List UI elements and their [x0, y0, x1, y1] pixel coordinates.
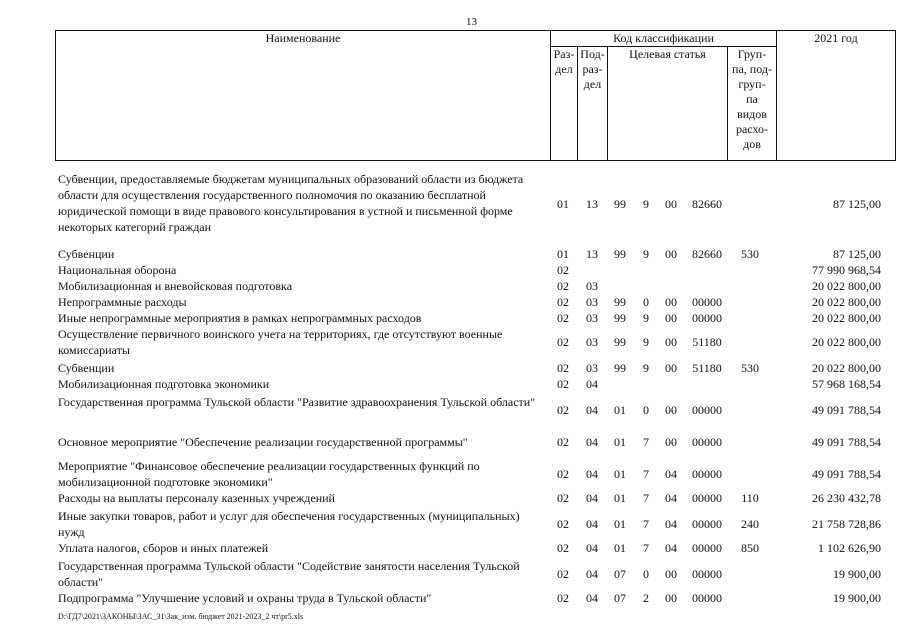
cell-t4: 00000: [692, 591, 722, 605]
cell-t2: 2: [643, 591, 649, 605]
cell-sum: 49 091 788,54: [812, 467, 881, 481]
cell-razdel: 02: [557, 435, 569, 449]
cell-razdel: 01: [557, 197, 569, 211]
cell-t2: 9: [643, 197, 649, 211]
cell-t3: 04: [665, 467, 677, 481]
cell-t3: 00: [665, 361, 677, 375]
cell-sum: 20 022 800,00: [812, 361, 881, 375]
header-razdel: Раз- дел: [551, 47, 578, 161]
cell-t2: 7: [643, 435, 649, 449]
header-name: Наименование: [56, 31, 551, 161]
cell-t2: 0: [643, 403, 649, 417]
cell-group: 850: [741, 541, 759, 555]
cell-t3: 00: [665, 247, 677, 261]
cell-t1: 01: [614, 403, 626, 417]
cell-podrazdel: 04: [586, 517, 598, 531]
cell-razdel: 02: [557, 517, 569, 531]
header-year: 2021 год: [777, 31, 896, 161]
cell-sum: 21 758 728,86: [812, 517, 881, 531]
row-name: Иные непрограммные мероприятия в рамках непрограммных расходов: [58, 311, 422, 325]
table-header: [55, 30, 896, 161]
cell-razdel: 02: [557, 335, 569, 349]
cell-podrazdel: 04: [586, 467, 598, 481]
cell-razdel: 02: [557, 403, 569, 417]
cell-sum: 57 968 168,54: [812, 377, 881, 391]
row-name: Мероприятие "Финансовое обеспечение реализации государственных функций по мобилизационной подготовке экономики": [58, 459, 480, 489]
header-group: Груп- па, под- груп- па видов расхо- дов: [728, 47, 777, 161]
cell-t1: 01: [614, 467, 626, 481]
cell-t4: 00000: [692, 435, 722, 449]
cell-sum: 87 125,00: [833, 247, 881, 261]
cell-razdel: 01: [557, 247, 569, 261]
cell-t3: 04: [665, 491, 677, 505]
cell-podrazdel: 04: [586, 491, 598, 505]
cell-t1: 99: [614, 361, 626, 375]
cell-t4: 00000: [692, 295, 722, 309]
cell-t2: 7: [643, 491, 649, 505]
header-target: Целевая статья: [608, 47, 728, 161]
cell-podrazdel: 04: [586, 541, 598, 555]
cell-t4: 00000: [692, 403, 722, 417]
row-name: Субвенции: [58, 247, 115, 261]
cell-t4: 51180: [692, 361, 722, 375]
cell-t4: 00000: [692, 311, 722, 325]
cell-podrazdel: 03: [586, 311, 598, 325]
cell-t1: 07: [614, 567, 626, 581]
row-name: Государственная программа Тульской области "Содействие занятости населения Тульской области": [58, 559, 520, 589]
cell-razdel: 02: [557, 591, 569, 605]
row-name: Мобилизационная и вневойсковая подготовка: [58, 279, 293, 293]
cell-t1: 01: [614, 541, 626, 555]
cell-razdel: 02: [557, 263, 569, 277]
row-name: Осуществление первичного воинского учета на территориях, где отсутствуют военные комиссариаты: [58, 327, 503, 357]
cell-t3: 00: [665, 403, 677, 417]
cell-podrazdel: 13: [586, 247, 598, 261]
cell-t4: 82660: [692, 197, 722, 211]
cell-podrazdel: 03: [586, 361, 598, 375]
cell-t1: 07: [614, 591, 626, 605]
cell-t4: 00000: [692, 491, 722, 505]
cell-sum: 20 022 800,00: [812, 295, 881, 309]
cell-t1: 01: [614, 491, 626, 505]
cell-t2: 0: [643, 567, 649, 581]
cell-razdel: 02: [557, 541, 569, 555]
cell-razdel: 02: [557, 361, 569, 375]
cell-group: 530: [741, 247, 759, 261]
cell-podrazdel: 03: [586, 279, 598, 293]
row-name: Основное мероприятие "Обеспечение реализации государственной программы": [58, 435, 468, 449]
cell-t1: 99: [614, 311, 626, 325]
cell-podrazdel: 04: [586, 435, 598, 449]
cell-group: 110: [741, 491, 759, 505]
cell-podrazdel: 13: [586, 197, 598, 211]
cell-group: 240: [741, 517, 759, 531]
cell-sum: 19 900,00: [833, 591, 881, 605]
cell-podrazdel: 03: [586, 335, 598, 349]
cell-t2: 9: [643, 311, 649, 325]
cell-podrazdel: 04: [586, 403, 598, 417]
cell-sum: 19 900,00: [833, 567, 881, 581]
cell-sum: 20 022 800,00: [812, 279, 881, 293]
cell-t4: 00000: [692, 467, 722, 481]
cell-t3: 00: [665, 435, 677, 449]
cell-t3: 00: [665, 567, 677, 581]
cell-t2: 9: [643, 247, 649, 261]
cell-t3: 00: [665, 591, 677, 605]
cell-t2: 7: [643, 541, 649, 555]
row-name: Уплата налогов, сборов и иных платежей: [58, 541, 269, 555]
cell-t3: 00: [665, 295, 677, 309]
cell-t3: 04: [665, 517, 677, 531]
cell-sum: 77 990 968,54: [812, 263, 881, 277]
cell-group: 530: [741, 361, 759, 375]
cell-t3: 00: [665, 311, 677, 325]
cell-sum: 1 102 626,90: [818, 541, 881, 555]
cell-t3: 00: [665, 197, 677, 211]
row-name: Субвенции: [58, 361, 115, 375]
cell-t4: 00000: [692, 541, 722, 555]
row-name: Расходы на выплаты персоналу казенных учреждений: [58, 491, 335, 505]
cell-t1: 01: [614, 435, 626, 449]
row-name: Субвенции, предоставляемые бюджетам муниципальных образований области из бюджета области для осуществления государственного полномочия по оказанию бесплатной юридической помощи в виде правового консультирования в устной и письменной форме некоторых категорий граждан: [58, 172, 524, 234]
row-name: Непрограммные расходы: [58, 295, 187, 309]
cell-t1: 01: [614, 517, 626, 531]
cell-t1: 99: [614, 295, 626, 309]
cell-razdel: 02: [557, 467, 569, 481]
cell-t2: 0: [643, 295, 649, 309]
cell-t2: 7: [643, 517, 649, 531]
cell-sum: 26 230 432,78: [812, 491, 881, 505]
cell-t3: 00: [665, 335, 677, 349]
cell-razdel: 02: [557, 311, 569, 325]
cell-t4: 00000: [692, 517, 722, 531]
row-name: Государственная программа Тульской области "Развитие здравоохранения Тульской области": [58, 395, 536, 409]
cell-podrazdel: 03: [586, 295, 598, 309]
cell-t2: 9: [643, 361, 649, 375]
cell-sum: 20 022 800,00: [812, 311, 881, 325]
row-name: Национальная оборона: [58, 263, 177, 277]
cell-podrazdel: 04: [586, 377, 598, 391]
cell-t1: 99: [614, 335, 626, 349]
row-name: Подпрограмма "Улучшение условий и охраны труда в Тульской области": [58, 591, 432, 605]
cell-sum: 20 022 800,00: [812, 335, 881, 349]
cell-podrazdel: 04: [586, 591, 598, 605]
cell-razdel: 02: [557, 377, 569, 391]
page-number: 13: [466, 16, 477, 28]
cell-sum: 87 125,00: [833, 197, 881, 211]
cell-t3: 04: [665, 541, 677, 555]
cell-razdel: 02: [557, 567, 569, 581]
cell-t1: 99: [614, 247, 626, 261]
footer-path: D:\ГД7\2021\ЗАКОНЫ\ЗАС_31\Зак_изм. бюджет 2021-2023_2 чт\pr5.xls: [58, 612, 304, 621]
row-name: Иные закупки товаров, работ и услуг для обеспечения государственных (муниципальных) нужд: [58, 509, 520, 539]
header-code: Код классификации: [551, 31, 777, 47]
cell-sum: 49 091 788,54: [812, 403, 881, 417]
cell-t2: 7: [643, 467, 649, 481]
cell-razdel: 02: [557, 279, 569, 293]
cell-t1: 99: [614, 197, 626, 211]
cell-t4: 82660: [692, 247, 722, 261]
cell-t2: 9: [643, 335, 649, 349]
cell-sum: 49 091 788,54: [812, 435, 881, 449]
cell-t4: 51180: [692, 335, 722, 349]
cell-razdel: 02: [557, 491, 569, 505]
cell-t4: 00000: [692, 567, 722, 581]
cell-razdel: 02: [557, 295, 569, 309]
row-name: Мобилизационная подготовка экономики: [58, 377, 270, 391]
cell-podrazdel: 04: [586, 567, 598, 581]
header-podrazdel: Под- раз- дел: [578, 47, 608, 161]
